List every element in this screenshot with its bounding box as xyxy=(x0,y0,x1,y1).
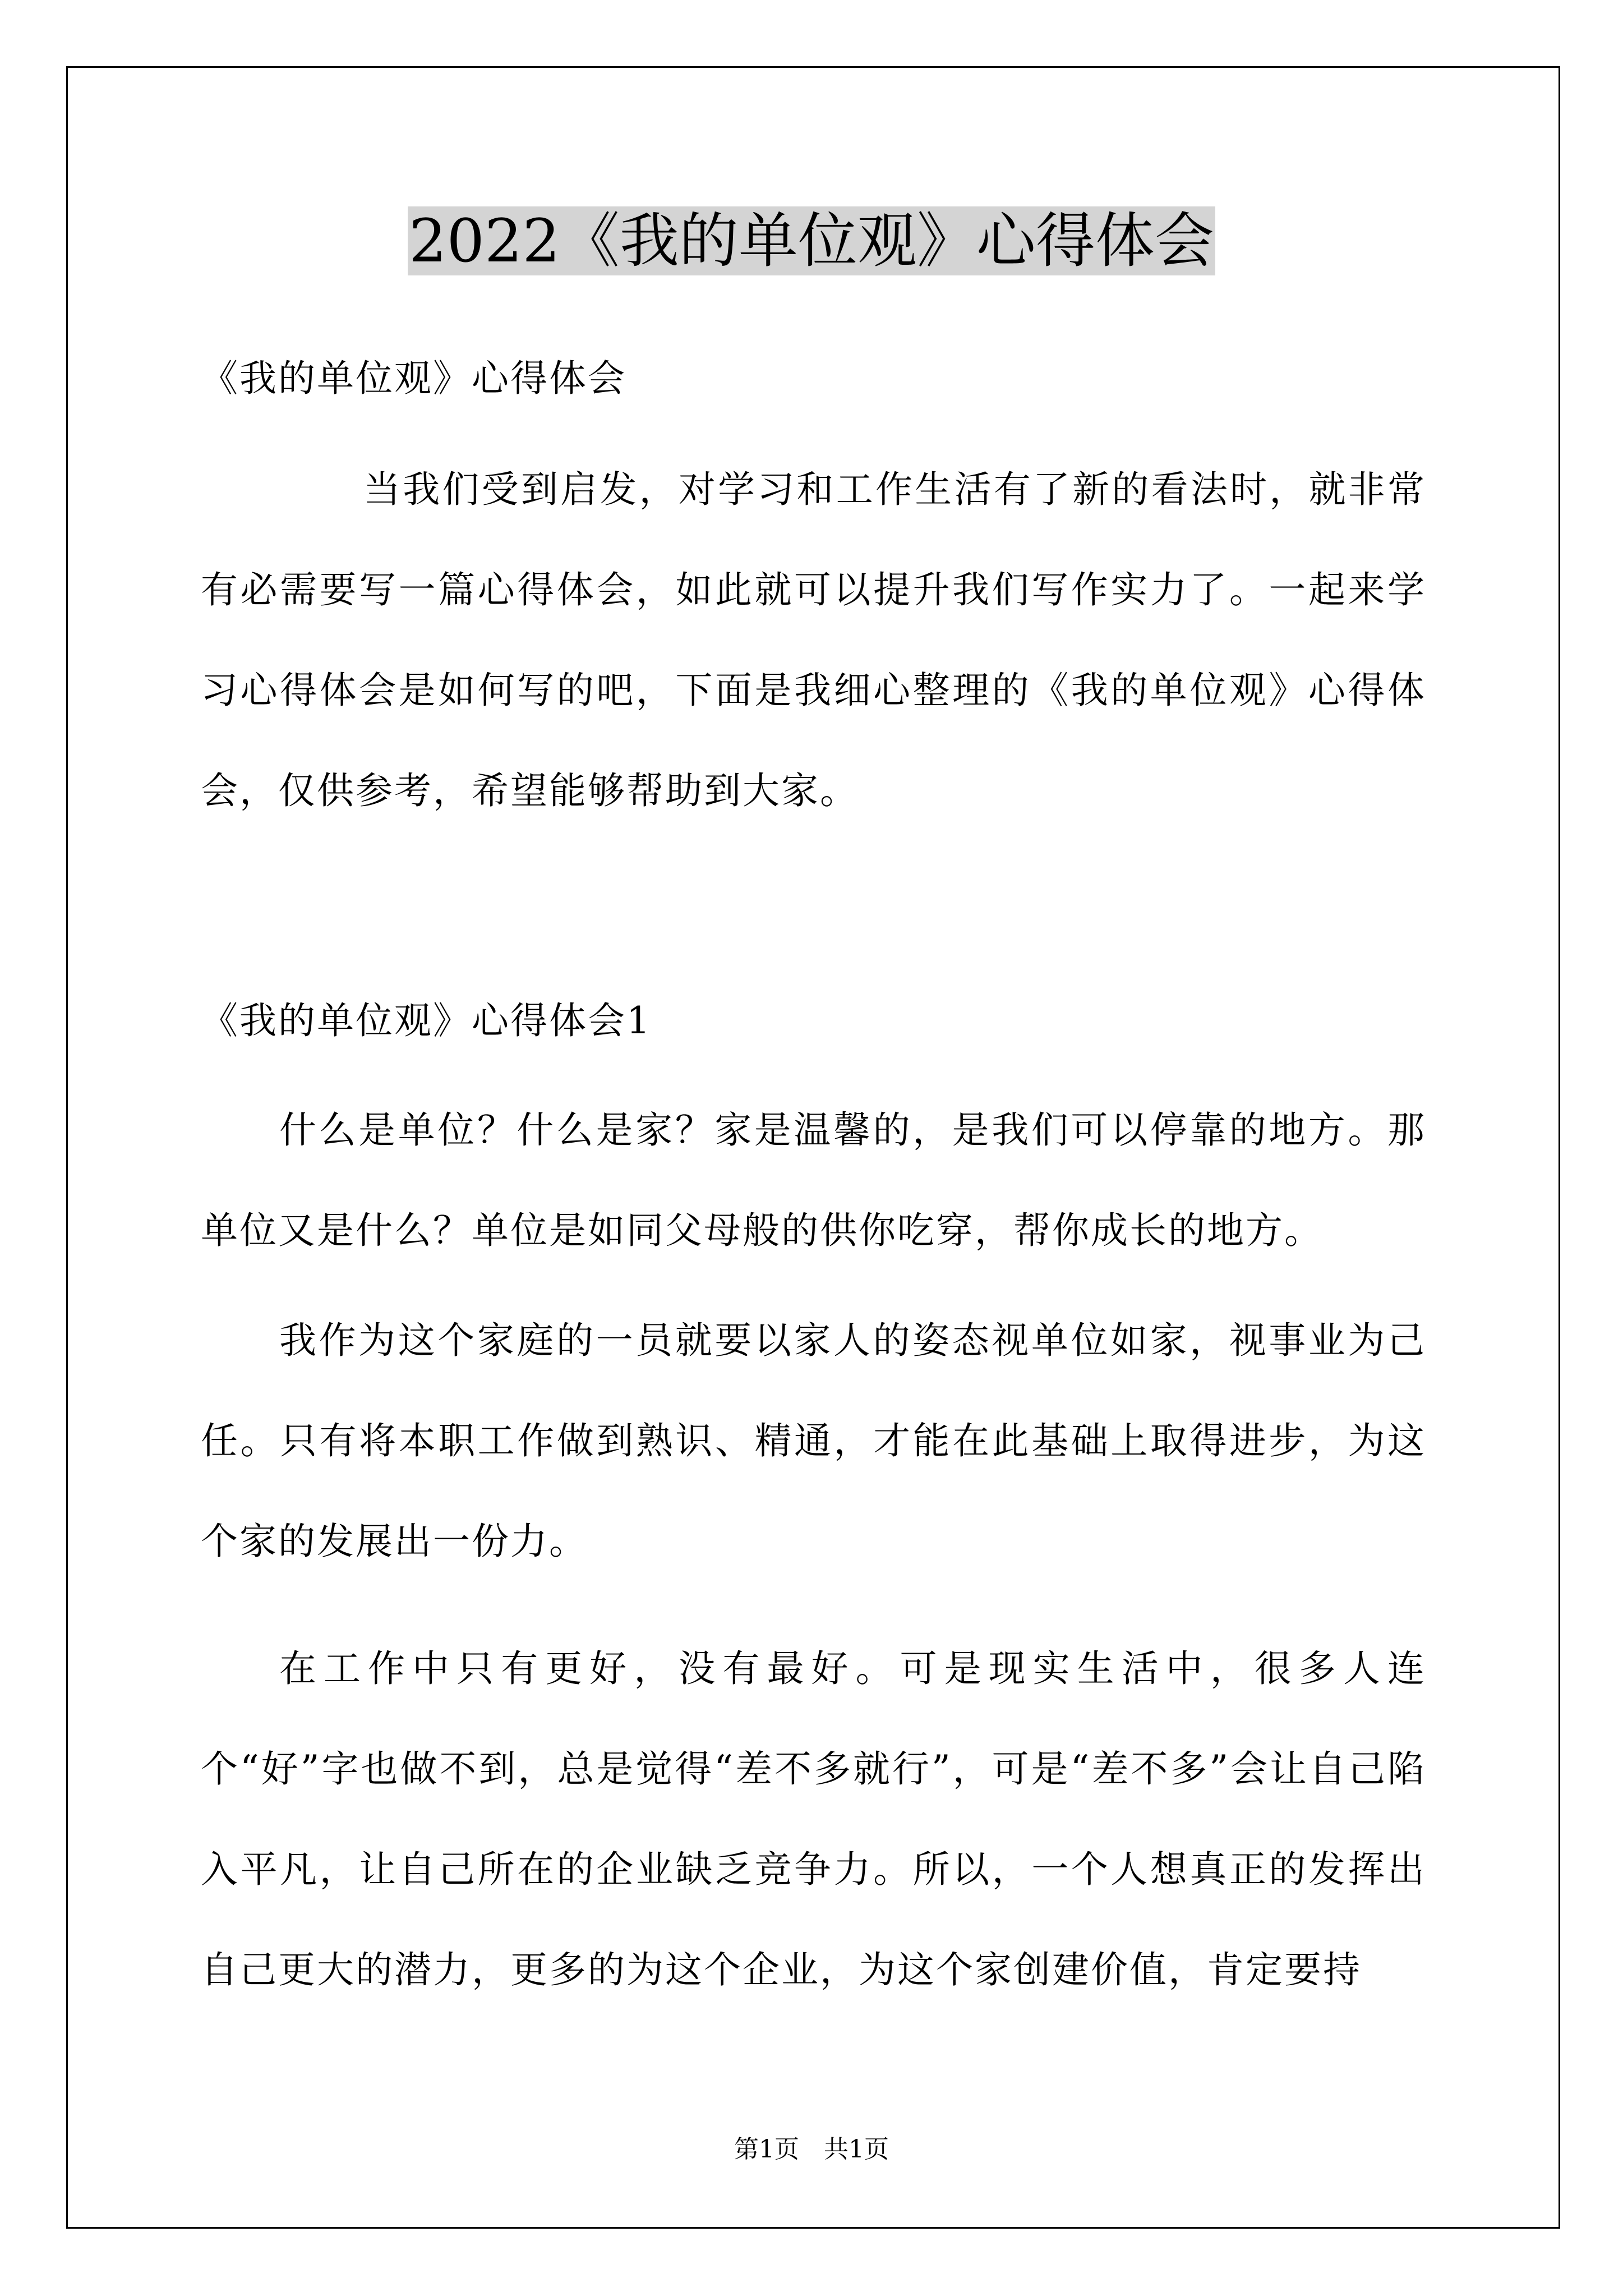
body-paragraph-2: 我作为这个家庭的一员就要以家人的姿态视单位如家，视事业为己任。只有将本职工作做到熟识、精通，才能在此基础上取得进步，为这个家的发展出一份力。 xyxy=(201,1319,1426,1563)
document-title xyxy=(0,199,1623,283)
body-paragraph-1: 什么是单位？什么是家？家是温馨的，是我们可以停靠的地方。那单位又是什么？单位是如同父母般的供你吃穿，帮你成长的地方。 xyxy=(201,1108,1426,1252)
intro-paragraph: 当我们受到启发，对学习和工作生活有了新的看法时，就非常有必需要写一篇心得体会，如此就可以提升我们写作实力了。一起来学习心得体会是如何写的吧，下面是我细心整理的《我的单位观》心得体会，仅供参考，希望能够帮助到大家。 xyxy=(201,468,1426,812)
subtitle: 《我的单位观》心得体会 xyxy=(201,357,626,400)
title-text: 2022《我的单位观》心得体会 xyxy=(409,206,1214,275)
section-heading: 《我的单位观》心得体会1 xyxy=(201,999,652,1042)
page-footer: 第1页 共1页 xyxy=(734,2135,889,2164)
body-paragraph-3: 在工作中只有更好，没有最好。可是现实生活中，很多人连个“好”字也做不到，总是觉得“差不多就行”，可是“差不多”会让自己陷入平凡，让自己所在的企业缺乏竞争力。所以，一个人想真正的发挥出自己更大的潜力，更多的为这个企业，为这个家创建价值，肯定要持 xyxy=(201,1647,1426,1991)
